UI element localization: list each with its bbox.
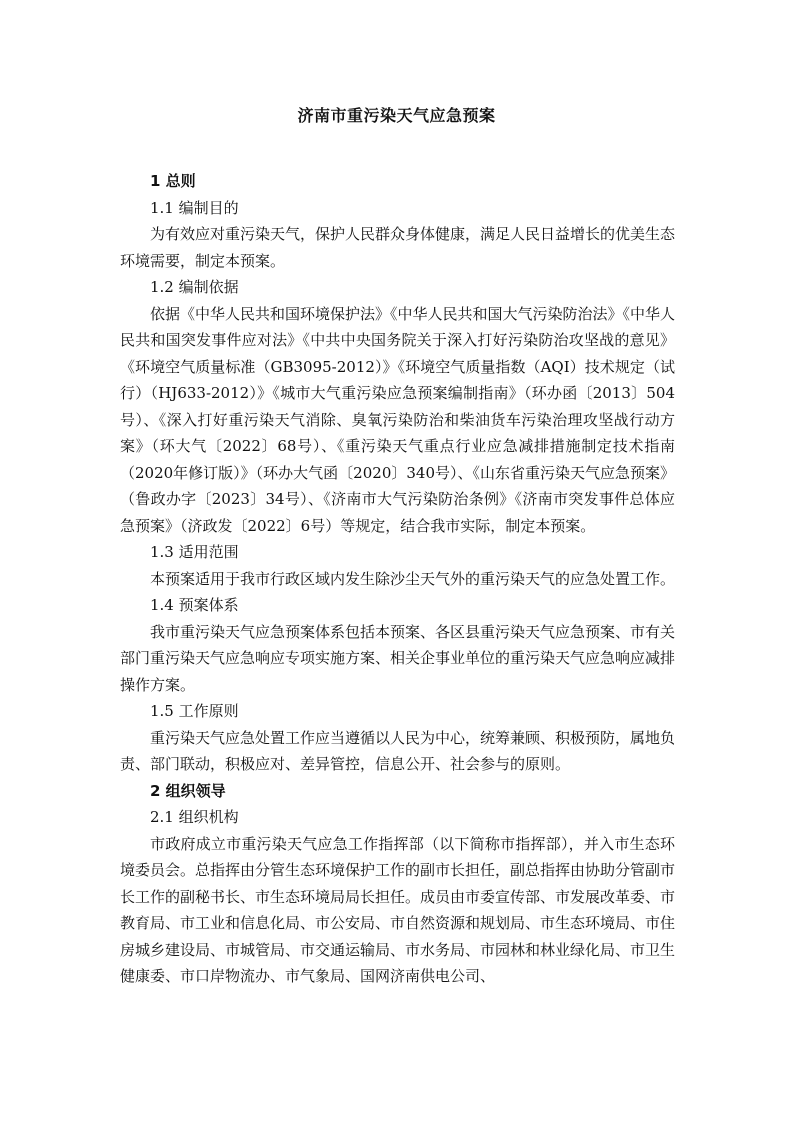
document-title: 济南市重污染天气应急预案 bbox=[297, 106, 496, 125]
section-1-2-heading: 1.2 编制依据 bbox=[150, 278, 239, 296]
section-1-2-paragraph: 依据《中华人民共和国环境保护法》《中华人民共和国大气污染防治法》《中华人民共和国突发事件应对法》《中共中央国务院关于深入打好污染防治攻坚战的意见》《环境空气质量标准（GB3095-2012）》《环境空气质量指数（AQI）技术规定（试行）（HJ633-2012）》《城市大气重污染应急预案编制指南》（环办函〔2013〕504号）、《深入打好重污染天气消除、臭氧污染防治和柴油货车污染治理攻坚战行动方案》（环大气〔2022〕68号）、《重污染天气重点行业应急减排措施制定技术指南（2020年修订版）》（环办大气函〔2020〕340号）、《山东省重污染天气应急预案》（鲁政办字〔2023〕34号）、《济南市大气污染防治条例》《济南市突发事件总体应急预案》（济政发〔2022〕6号）等规定，结合我市实际，制定本预案。 bbox=[120, 304, 676, 535]
section-1-1-heading: 1.1 编制目的 bbox=[150, 198, 239, 217]
section-1-3-heading: 1.3 适用范围 bbox=[150, 543, 239, 561]
section-1-4-paragraph: 我市重污染天气应急预案体系包括本预案、各区县重污染天气应急预案、市有关部门重污染天气应急响应专项实施方案、相关企事业单位的重污染天气应急响应减排操作方案。 bbox=[120, 622, 676, 694]
document-body bbox=[120, 168, 675, 990]
section-1-3-paragraph: 本预案适用于我市行政区域内发生除沙尘天气外的重污染天气的应急处置工作。 bbox=[150, 569, 676, 588]
section-1-5-paragraph: 重污染天气应急处置工作应当遵循以人民为中心，统筹兼顾、积极预防，属地负责、部门联动，积极应对、差异管控，信息公开、社会参与的原则。 bbox=[120, 728, 676, 773]
section-2-1-heading: 2.1 组织机构 bbox=[150, 808, 239, 826]
section-1-5-heading: 1.5 工作原则 bbox=[150, 702, 239, 720]
section-1-heading: 1 总则 bbox=[150, 172, 196, 190]
section-2-heading: 2 组织领导 bbox=[150, 781, 226, 800]
section-1-1-paragraph: 为有效应对重污染天气，保护人民群众身体健康，满足人民日益增长的优美生态环境需要，制定本预案。 bbox=[120, 225, 676, 270]
section-1-4-heading: 1.4 预案体系 bbox=[150, 596, 239, 614]
section-2-1-paragraph: 市政府成立市重污染天气应急工作指挥部（以下简称市指挥部），并入市生态环境委员会。总指挥由分管生态环境保护工作的副市长担任，副总指挥由协助分管副市长工作的副秘书长、市生态环境局局长担任。成员由市委宣传部、市发展改革委、市教育局、市工业和信息化局、市公安局、市自然资源和规划局、市生态环境局、市住房城乡建设局、市城管局、市交通运输局、市水务局、市园林和林业绿化局、市卫生健康委、市口岸物流办、市气象局、国网济南供电公司、 bbox=[120, 834, 676, 985]
